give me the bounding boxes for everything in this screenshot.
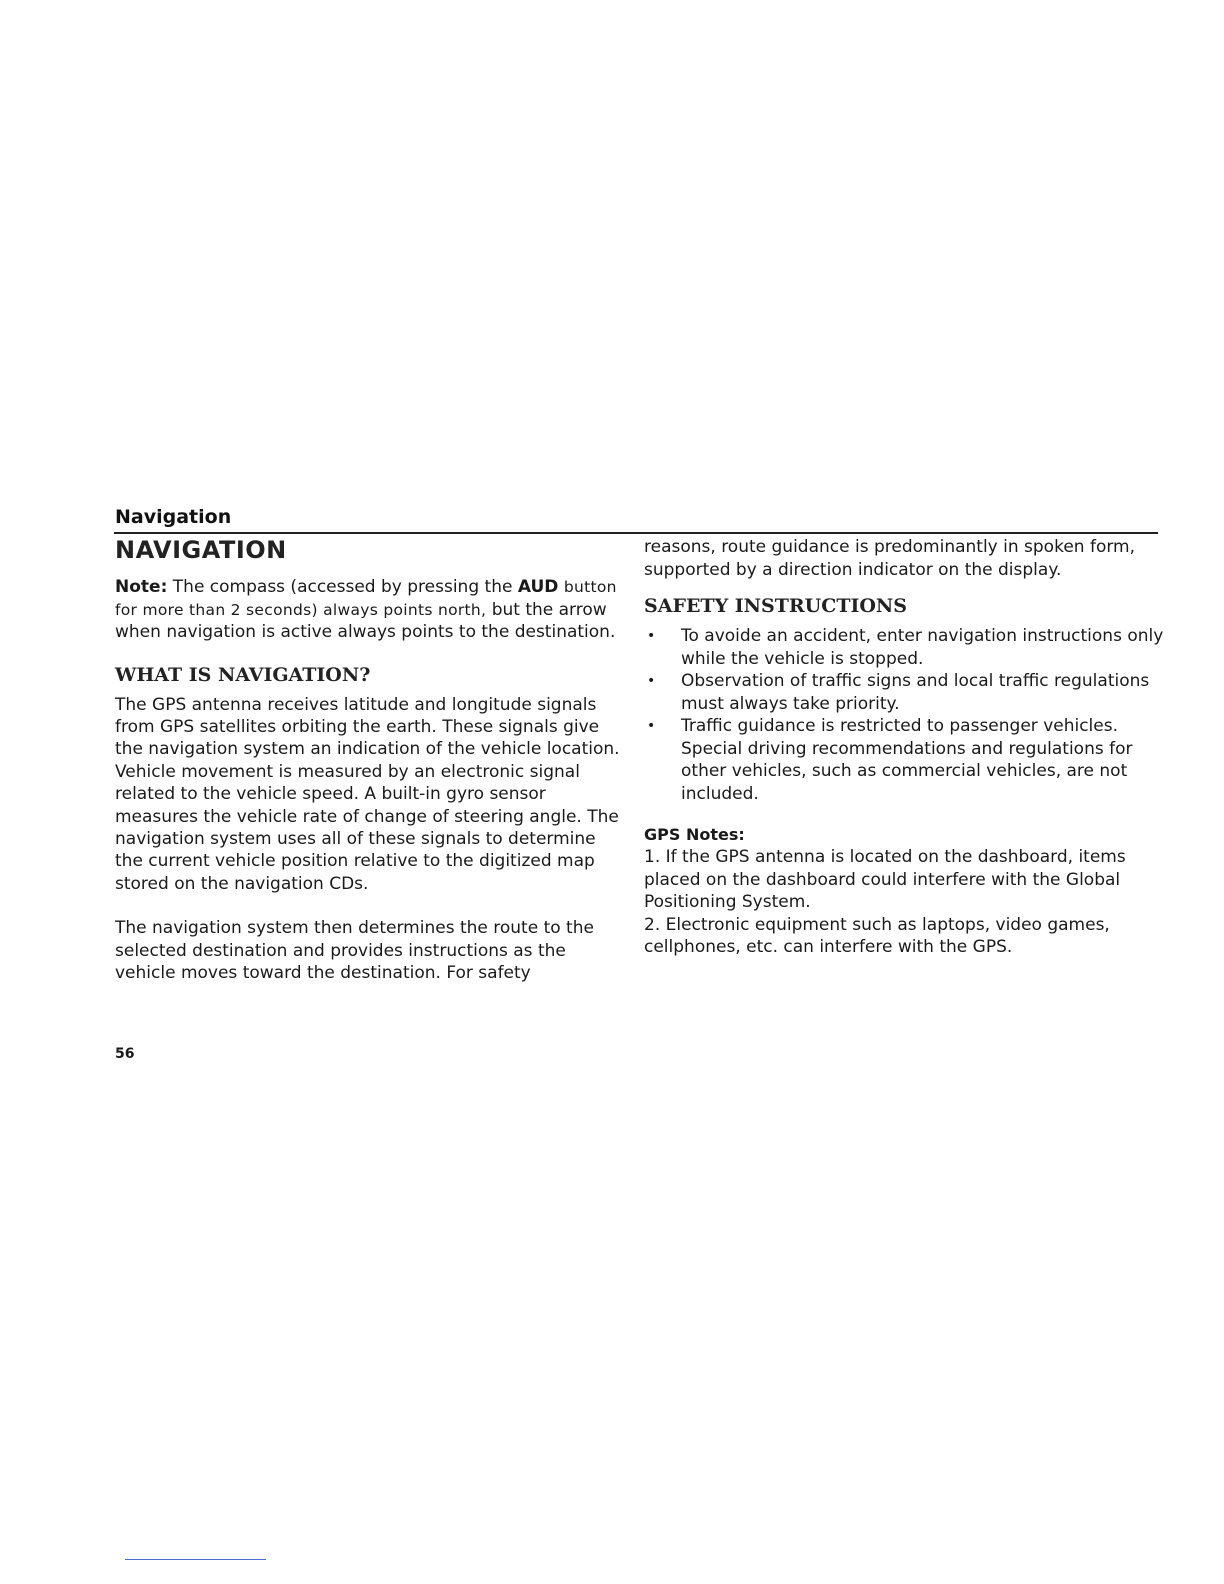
note-text-before: The compass (accessed by pressing the [167, 577, 518, 597]
what-is-navigation-paragraph: The GPS antenna receives latitude and longitude signals from GPS satellites orbiting the earth. These signals give the navigation system an indication of the vehicle location. Vehicle movement is measured by an electronic signal related to the vehicle speed. A built-in gyro sensor measures the vehicle rate of change of steering angle. The navigation system uses all of these signals to determine the current vehicle position relative to the digitized map stored on the navigation CDs. [115, 694, 620, 894]
page-title: NAVIGATION [115, 536, 287, 564]
page-number: 56 [115, 1046, 135, 1062]
footer-rule [125, 1559, 266, 1560]
safety-instructions-heading: SAFETY INSTRUCTIONS [644, 595, 908, 617]
gps-note-item: 1. If the GPS antenna is located on the dashboard, items placed on the dashboard could interfere with the Global Positioning System. [644, 847, 1126, 912]
gps-note-item: 2. Electronic equipment such as laptops, video games, cellphones, etc. can interfere with the GPS. [644, 914, 1110, 957]
note-label: Note: [115, 577, 168, 597]
route-paragraph-continued: reasons, route guidance is predominantly in spoken form, supported by a direction indicator on the display. [644, 537, 1135, 580]
header-rule [114, 532, 1158, 534]
bullet-icon: • [647, 673, 656, 689]
route-paragraph: The navigation system then determines the route to the selected destination and provides instructions as the vehicle moves toward the destination. For safety [115, 918, 594, 983]
list-item [644, 715, 1164, 805]
bullet-icon: • [647, 628, 656, 644]
safety-item-text: To avoide an accident, enter navigation instructions only while the vehicle is stopped. [681, 626, 1164, 669]
note-text-small: button for more than 2 seconds) always points north, [115, 578, 617, 619]
left-column [115, 536, 625, 984]
what-is-navigation-heading: WHAT IS NAVIGATION? [115, 663, 371, 686]
aud-button-label: AUD [517, 577, 559, 597]
list-item [644, 670, 1164, 715]
compass-note [115, 576, 625, 644]
safety-list [644, 625, 1164, 805]
note-text-after: but the arrow when navigation is active always points to the destination. [115, 599, 616, 642]
right-column [644, 536, 1164, 959]
running-header: Navigation [115, 506, 232, 528]
bullet-icon: • [647, 718, 656, 734]
list-item [644, 625, 1164, 670]
safety-item-text: Observation of traffic signs and local traffic regulations must always take priority. [681, 671, 1150, 714]
safety-item-text: Traffic guidance is restricted to passenger vehicles. Special driving recommendations and regulations for other vehicles, such as commercial vehicles, are not included. [681, 716, 1133, 804]
gps-notes-heading: GPS Notes: [644, 825, 745, 844]
